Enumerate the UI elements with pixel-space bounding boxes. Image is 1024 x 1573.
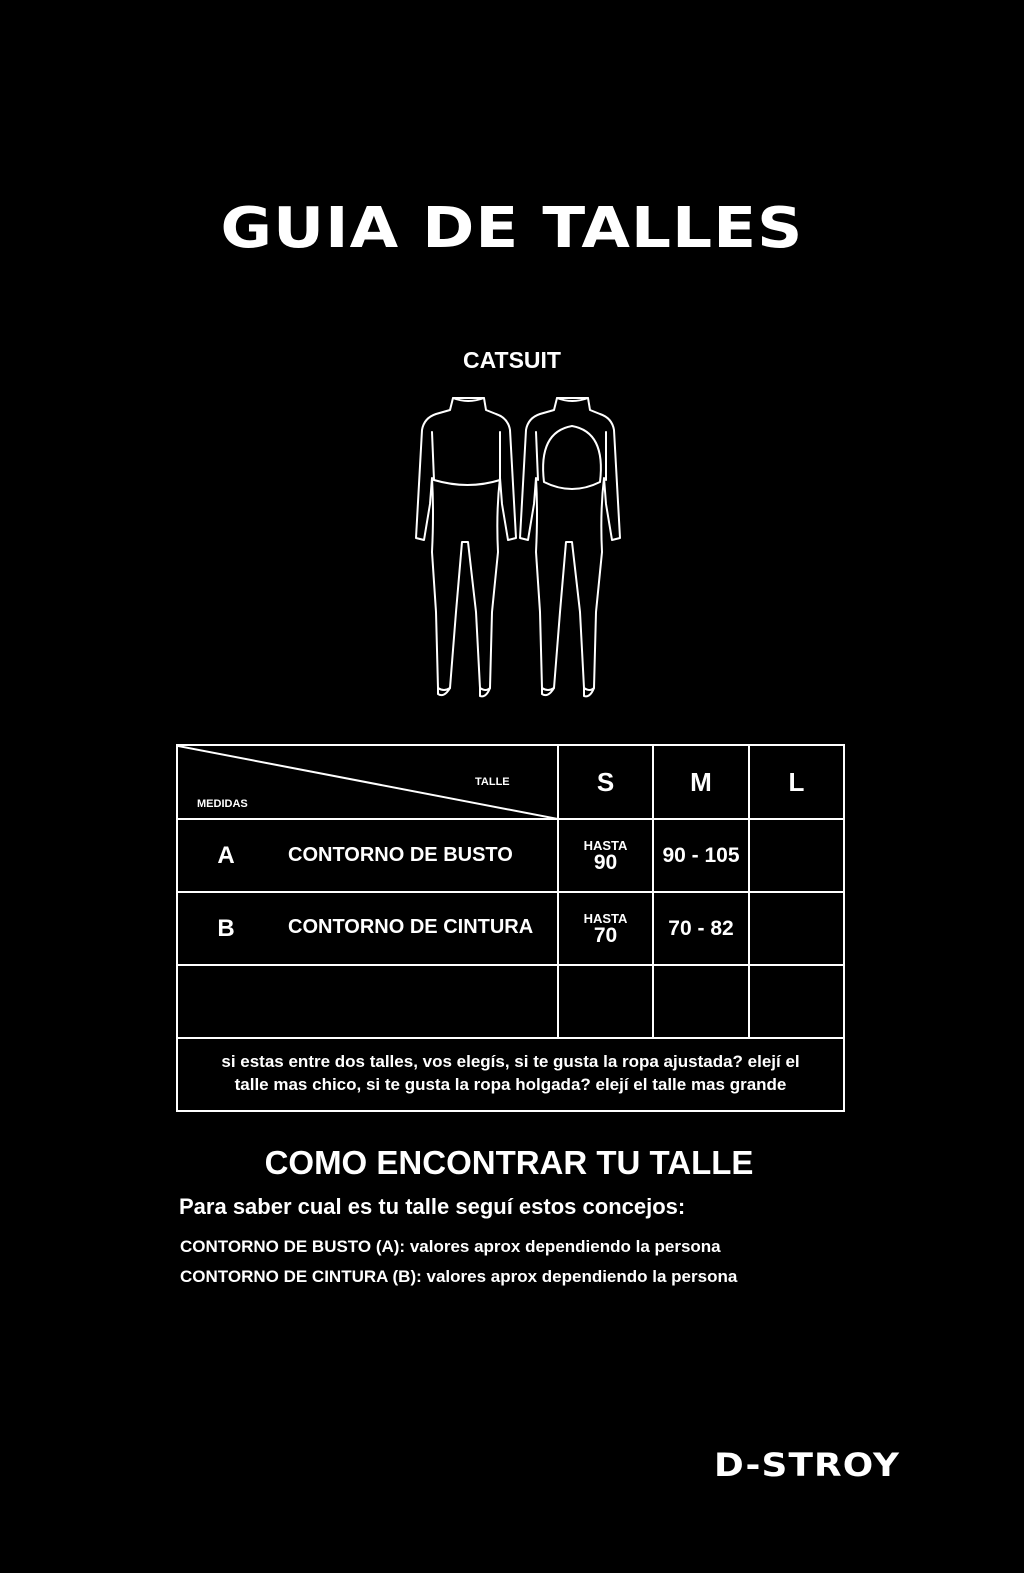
row-a-size-s <box>559 820 652 891</box>
row-b-size-m: 70 - 82 <box>668 916 734 940</box>
row-b-letter: B <box>217 914 235 942</box>
catsuit-outline-icon <box>412 392 624 702</box>
size-table <box>176 744 845 1112</box>
catsuit-back-icon <box>520 398 620 696</box>
page-title: GUIA DE TALLES <box>220 196 804 261</box>
row-b-s-prefix: HASTA <box>583 910 628 926</box>
size-header-l: L <box>788 766 805 797</box>
row-b-size-s <box>559 893 652 964</box>
size-note-line-2: talle mas chico, si te gusta la ropa holgada? elejí el talle mas grande <box>234 1075 787 1094</box>
header-talle-label: TALLE <box>475 776 510 788</box>
row-b-label: CONTORNO DE CINTURA <box>288 916 534 938</box>
row-a-s-value: 90 <box>593 850 618 874</box>
header-medidas-label: MEDIDAS <box>197 798 248 810</box>
size-note <box>178 1036 843 1110</box>
row-a-size-m: 90 - 105 <box>662 843 740 867</box>
row-a-label: CONTORNO DE BUSTO <box>288 844 513 866</box>
brand-logo: D-STROY <box>714 1446 901 1484</box>
row-b-size-l <box>750 893 843 964</box>
row-a-s-prefix: HASTA <box>583 837 628 853</box>
size-header-m: M <box>690 766 712 797</box>
size-note-line-1: si estas entre dos talles, vos elegís, si te gusta la ropa ajustada? elejí el <box>221 1052 800 1071</box>
how-to-subtitle: Para saber cual es tu talle seguí estos concejos: <box>179 1194 686 1219</box>
row-b-s-value: 70 <box>593 923 618 947</box>
size-header-s: S <box>596 766 615 797</box>
tip-cintura: CONTORNO DE CINTURA (B): valores aprox dependiendo la persona <box>180 1267 738 1286</box>
row-a-letter: A <box>217 841 235 869</box>
catsuit-front-icon <box>416 398 516 696</box>
tip-busto: CONTORNO DE BUSTO (A): valores aprox dependiendo la persona <box>180 1237 721 1256</box>
how-to-title: COMO ENCONTRAR TU TALLE <box>264 1144 754 1181</box>
product-name: CATSUIT <box>463 347 561 373</box>
row-a-size-l <box>750 820 843 891</box>
